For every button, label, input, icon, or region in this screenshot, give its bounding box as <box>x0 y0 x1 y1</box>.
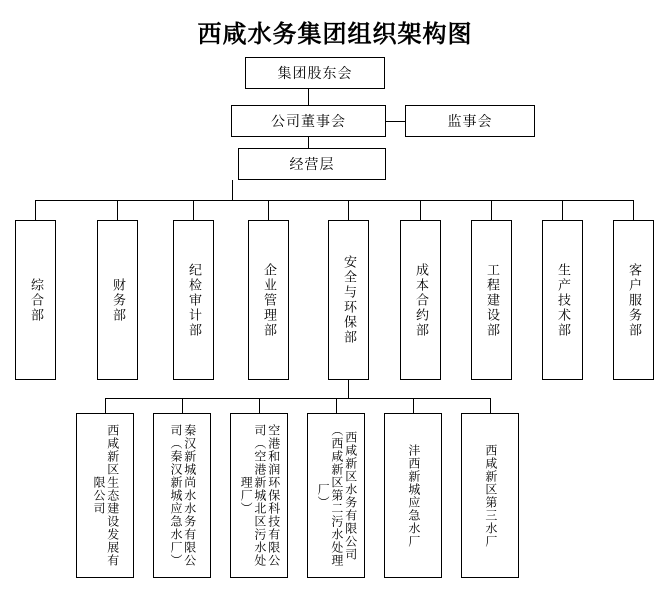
drop-sub-4 <box>336 398 337 413</box>
dept-engineering-construction: 工程建设部 <box>471 220 512 380</box>
dept-production-technology: 生产技术部 <box>542 220 583 380</box>
drop-dept-1 <box>35 200 36 220</box>
subsidiary-bus <box>105 398 490 399</box>
drop-sub-1 <box>105 398 106 413</box>
sub-xixian-water-company: 西咸新区水务有限公司（西咸新区第二污水处理厂） <box>307 413 365 578</box>
dept-comprehensive: 综合部 <box>15 220 56 380</box>
sub-qinhan-shangshui: 秦汉新城尚水水务有限公司（秦汉新城应急水厂） <box>153 413 211 578</box>
connector-subsidiary-stem <box>348 380 349 398</box>
drop-dept-8 <box>562 200 563 220</box>
drop-dept-7 <box>491 200 492 220</box>
drop-dept-9 <box>633 200 634 220</box>
page-title: 西咸水务集团组织架构图 <box>197 22 473 48</box>
drop-sub-5 <box>413 398 414 413</box>
connector-board-supervisory <box>386 121 405 122</box>
sub-konggang-herun: 空港和润环保科技有限公司（空港新城北区污水处理厂） <box>230 413 288 578</box>
dept-customer-service: 客户服务部 <box>613 220 654 380</box>
drop-sub-2 <box>182 398 183 413</box>
dept-safety-environment: 安全与环保部 <box>328 220 369 380</box>
drop-dept-2 <box>117 200 118 220</box>
drop-dept-5 <box>348 200 349 220</box>
drop-sub-3 <box>259 398 260 413</box>
drop-dept-3 <box>193 200 194 220</box>
dept-cost-contract: 成本合约部 <box>400 220 441 380</box>
connector-shareholders-board <box>308 89 309 105</box>
drop-dept-4 <box>268 200 269 220</box>
node-management-level: 经营层 <box>238 148 386 180</box>
drop-dept-6 <box>420 200 421 220</box>
connector-board-management <box>308 137 309 148</box>
dept-finance: 财务部 <box>97 220 138 380</box>
department-bus <box>35 200 633 201</box>
sub-xixian-third-plant: 西咸新区第三水厂 <box>461 413 519 578</box>
dept-enterprise-management: 企业管理部 <box>248 220 289 380</box>
node-group-shareholders: 集团股东会 <box>245 57 385 89</box>
sub-xixian-ecology: 西咸新区生态建设发展有限公司 <box>76 413 134 578</box>
sub-fengxi-emergency-plant: 沣西新城应急水厂 <box>384 413 442 578</box>
drop-sub-6 <box>490 398 491 413</box>
node-board-of-directors: 公司董事会 <box>231 105 386 137</box>
connector-management-bus <box>232 180 233 200</box>
dept-discipline-audit: 纪检审计部 <box>173 220 214 380</box>
node-supervisory-board: 监事会 <box>405 105 535 137</box>
